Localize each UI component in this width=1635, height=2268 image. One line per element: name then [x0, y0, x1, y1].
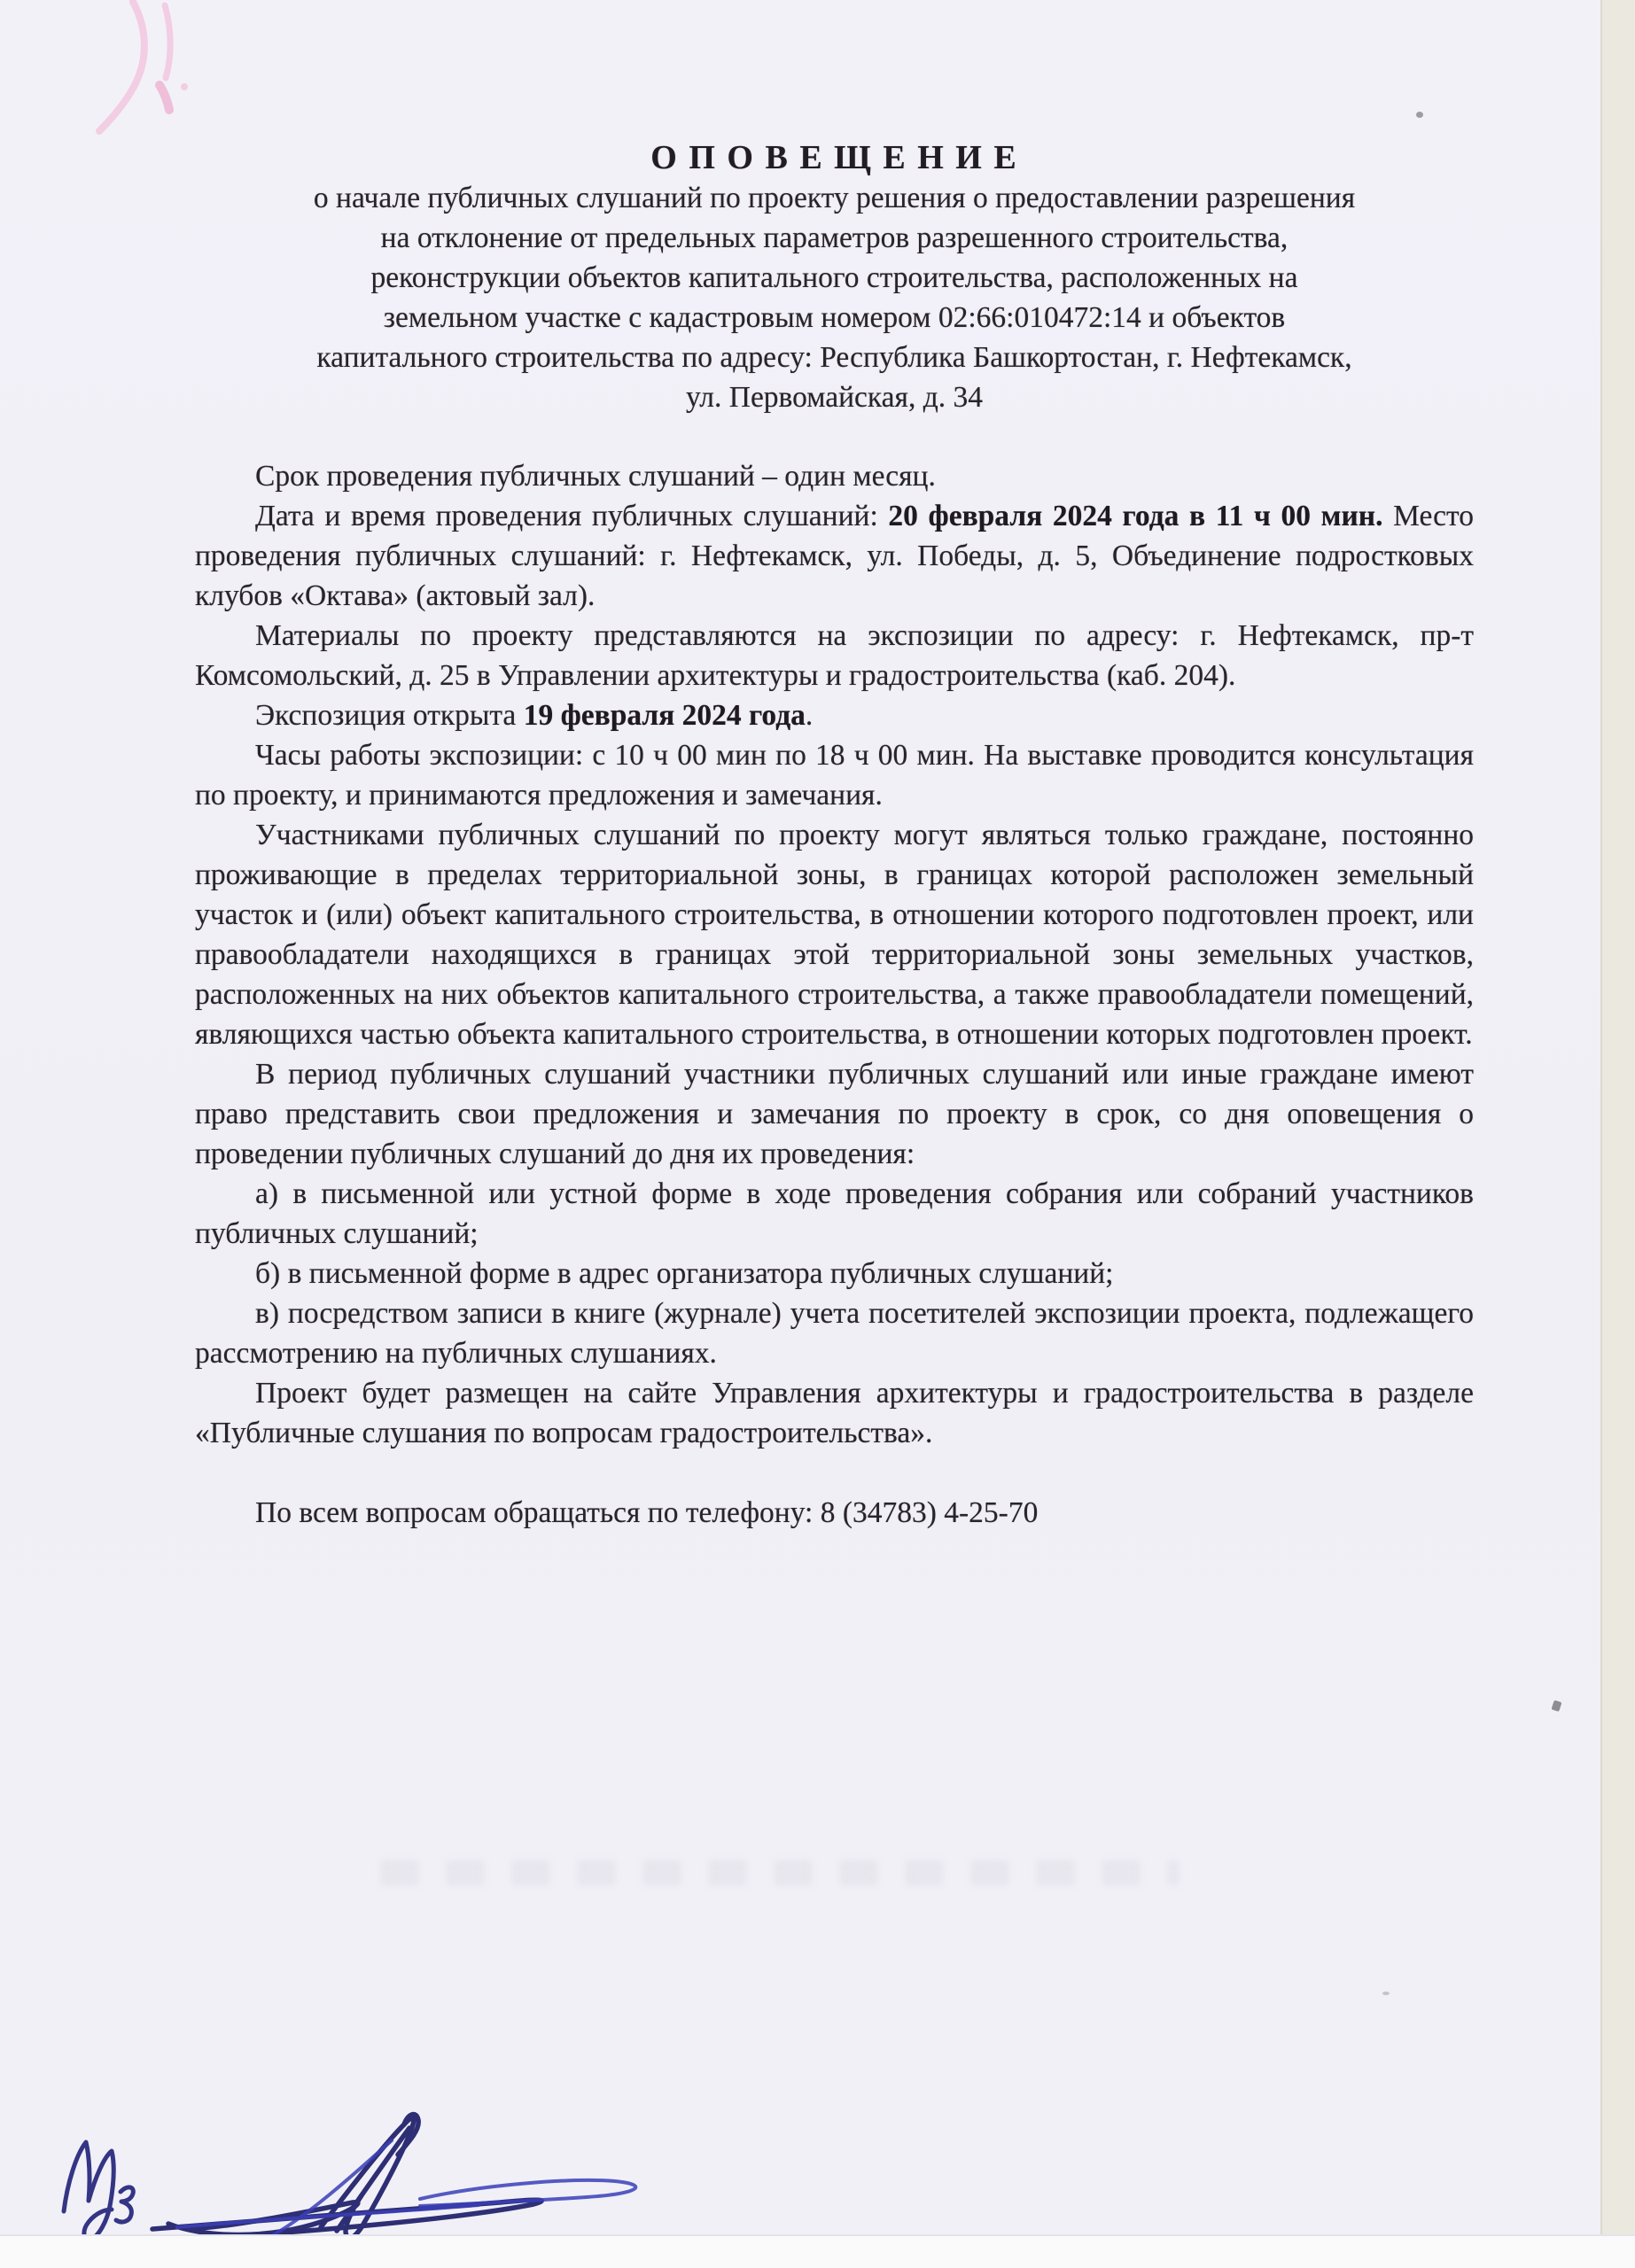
header-line: на отклонение от предельных параметров разрешенного строительства, [380, 221, 1289, 254]
signature-flourish [152, 2115, 541, 2238]
scan-speck [1552, 1700, 1562, 1712]
text-segment: Экспозиция открыта [255, 699, 524, 732]
document-title: О П О В Е Щ Е Н И Е [650, 139, 1018, 176]
paragraph-period: В период публичных слушаний участники публичных слушаний или иные граждане имеют право представить свои предложения и замечания по проекту в срок, со дня оповещения о проведении публичных слушаний до дня их проведения: [195, 1058, 1474, 1170]
bold-date-segment: 19 февраля 2024 года [523, 699, 806, 732]
paragraph-phone: По всем вопросам обращаться по телефону: 8 (34783) 4-25-70 [255, 1496, 1039, 1529]
paragraph-datetime [195, 496, 1474, 616]
scan-speck [1416, 112, 1423, 118]
header-line: земельном участке с кадастровым номером 02:66:010472:14 и объектов [383, 301, 1286, 334]
paragraph-item-v: в) посредством записи в книге (журнале) учета посетителей экспозиции проекта, подлежащего рассмотрению на публичных слушаниях. [195, 1297, 1474, 1370]
header-line: реконструкции объектов капитального строительства, расположенных на [370, 261, 1298, 294]
paragraph-participants: Участниками публичных слушаний по проекту могут являться только граждане, постоянно проживающие в пределах территориальной зоны, в границах которой расположен земельный участок и (или) объект капитального строительства, в отношении которого подготовлен проект, или правообладатели находящихся в границах этой территориальной зоны земельных участков, расположенных на них объектов капитального строительства, а также правообладатели помещений, являющихся частью объекта капитального строительства, в отношении которых подготовлен проект. [195, 819, 1474, 1051]
header-line: капитального строительства по адресу: Республика Башкортостан, г. Нефтекамск, [316, 341, 1352, 374]
scanner-bottom-strip [0, 2234, 1635, 2268]
text-segment: Место проведения публичных слушаний: г. Нефтекамск, ул. Победы, д. 5, Объединение подростковых клубов «Октава» (актовый зал). [195, 500, 1474, 612]
bold-date-segment: 20 февраля 2024 года в 11 ч 00 мин. [888, 500, 1383, 532]
document-body [195, 456, 1474, 1533]
text-segment: Дата и время проведения публичных слушаний: [255, 500, 889, 532]
notice-document [195, 138, 1474, 1533]
scan-speck [1382, 1992, 1390, 1995]
paragraph-materials: Материалы по проекту представляются на экспозиции по адресу: г. Нефтекамск, пр-т Комсомольский, д. 25 в Управлении архитектуры и градостроительства (каб. 204). [195, 619, 1474, 692]
paragraph-expo-hours: Часы работы экспозиции: с 10 ч 00 мин по 18 ч 00 мин. На выставке проводится консультация по проекту, и принимаются предложения и замечания. [195, 739, 1474, 812]
paragraph-website: Проект будет размещен на сайте Управления архитектуры и градостроительства в разделе «Публичные слушания по вопросам градостроительства». [195, 1377, 1474, 1449]
scanner-edge-strip [1600, 0, 1635, 2236]
header-line: о начале публичных слушаний по проекту решения о предоставлении разрешения [313, 182, 1356, 214]
bleed-through-ghost [381, 1860, 1179, 1885]
paragraph-expo-open [195, 695, 1474, 735]
text-segment: . [805, 699, 814, 732]
header-line: ул. Первомайская, д. 34 [686, 381, 983, 414]
signature-ink [35, 2087, 727, 2256]
paragraph-item-b: б) в письменной форме в адрес организатора публичных слушаний; [255, 1257, 1114, 1290]
signature-initials [64, 2142, 133, 2240]
paragraph-item-a: а) в письменной или устной форме в ходе проведения собрания или собраний участников публичных слушаний; [195, 1177, 1474, 1250]
paragraph-term: Срок проведения публичных слушаний – один месяц. [255, 460, 936, 493]
